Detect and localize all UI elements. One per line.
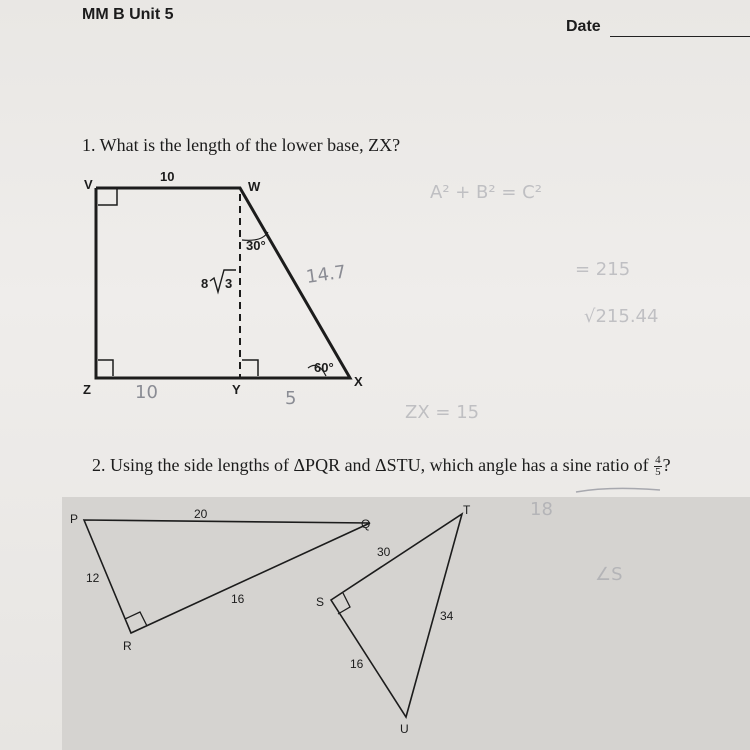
vertex-label-w: W xyxy=(248,179,261,194)
vertex-label-x: X xyxy=(354,374,363,389)
right-angle-r xyxy=(125,612,147,626)
handwritten-underline xyxy=(576,488,660,492)
question-mark: ? xyxy=(662,455,671,475)
handwritten-line-3: √215.44 xyxy=(584,306,659,327)
side-pr-length: 12 xyxy=(86,571,100,585)
angle-label-30: 30° xyxy=(246,238,266,253)
vertex-label-z: Z xyxy=(83,382,91,397)
unit-title: MM B Unit 5 xyxy=(82,6,174,23)
vertex-label-y: Y xyxy=(232,382,241,397)
side-pq-length: 20 xyxy=(194,507,208,521)
fraction-numerator: 4 xyxy=(655,454,661,467)
angle-label-60: 60° xyxy=(314,360,334,375)
handwritten-note: 18 xyxy=(530,499,553,520)
handwritten-pythagoras: A² + B² = C² xyxy=(430,182,542,203)
handwritten-angle: ∠S xyxy=(595,564,623,585)
right-angle-s xyxy=(338,593,350,614)
side-st-length: 30 xyxy=(377,545,391,559)
height-label xyxy=(201,270,236,292)
handwritten-slant: 14.7 xyxy=(304,261,348,288)
right-angle-v xyxy=(98,189,117,205)
triangle-pqr-outline xyxy=(84,520,370,633)
side-rq-length: 16 xyxy=(231,592,245,606)
top-base-length: 10 xyxy=(160,169,175,184)
right-angle-z xyxy=(98,360,113,376)
handwritten-zy: 10 xyxy=(135,382,158,403)
handwritten-yx: 5 xyxy=(285,388,297,409)
q1-handwriting xyxy=(135,182,658,423)
height-coefficient: 8 xyxy=(201,276,209,291)
vertex-label-q: Q xyxy=(361,517,371,531)
height-radicand: 3 xyxy=(225,276,233,291)
side-tu-length: 34 xyxy=(440,609,454,623)
fraction-denominator: 5 xyxy=(655,466,661,479)
handwritten-answer: ZX = 15 xyxy=(405,402,480,423)
question-1-text: 1. What is the length of the lower base, ZX? xyxy=(82,135,401,155)
date-label: Date xyxy=(566,18,601,35)
vertex-label-s: S xyxy=(316,595,325,609)
vertex-label-t: T xyxy=(463,503,471,517)
vertex-label-u: U xyxy=(400,722,409,736)
right-angle-y xyxy=(242,360,258,376)
triangle-pqr xyxy=(70,507,370,653)
vertex-label-v: V xyxy=(84,177,93,192)
vertex-label-p: P xyxy=(70,512,79,526)
vertex-label-r: R xyxy=(123,639,132,653)
handwritten-line-2: = 215 xyxy=(575,259,631,280)
q2-handwriting xyxy=(530,488,660,585)
question-2-prompt: 2. Using the side lengths of ΔPQR and ΔSTU, which angle has a sine ratio of xyxy=(92,455,649,475)
side-su-length: 16 xyxy=(350,657,364,671)
